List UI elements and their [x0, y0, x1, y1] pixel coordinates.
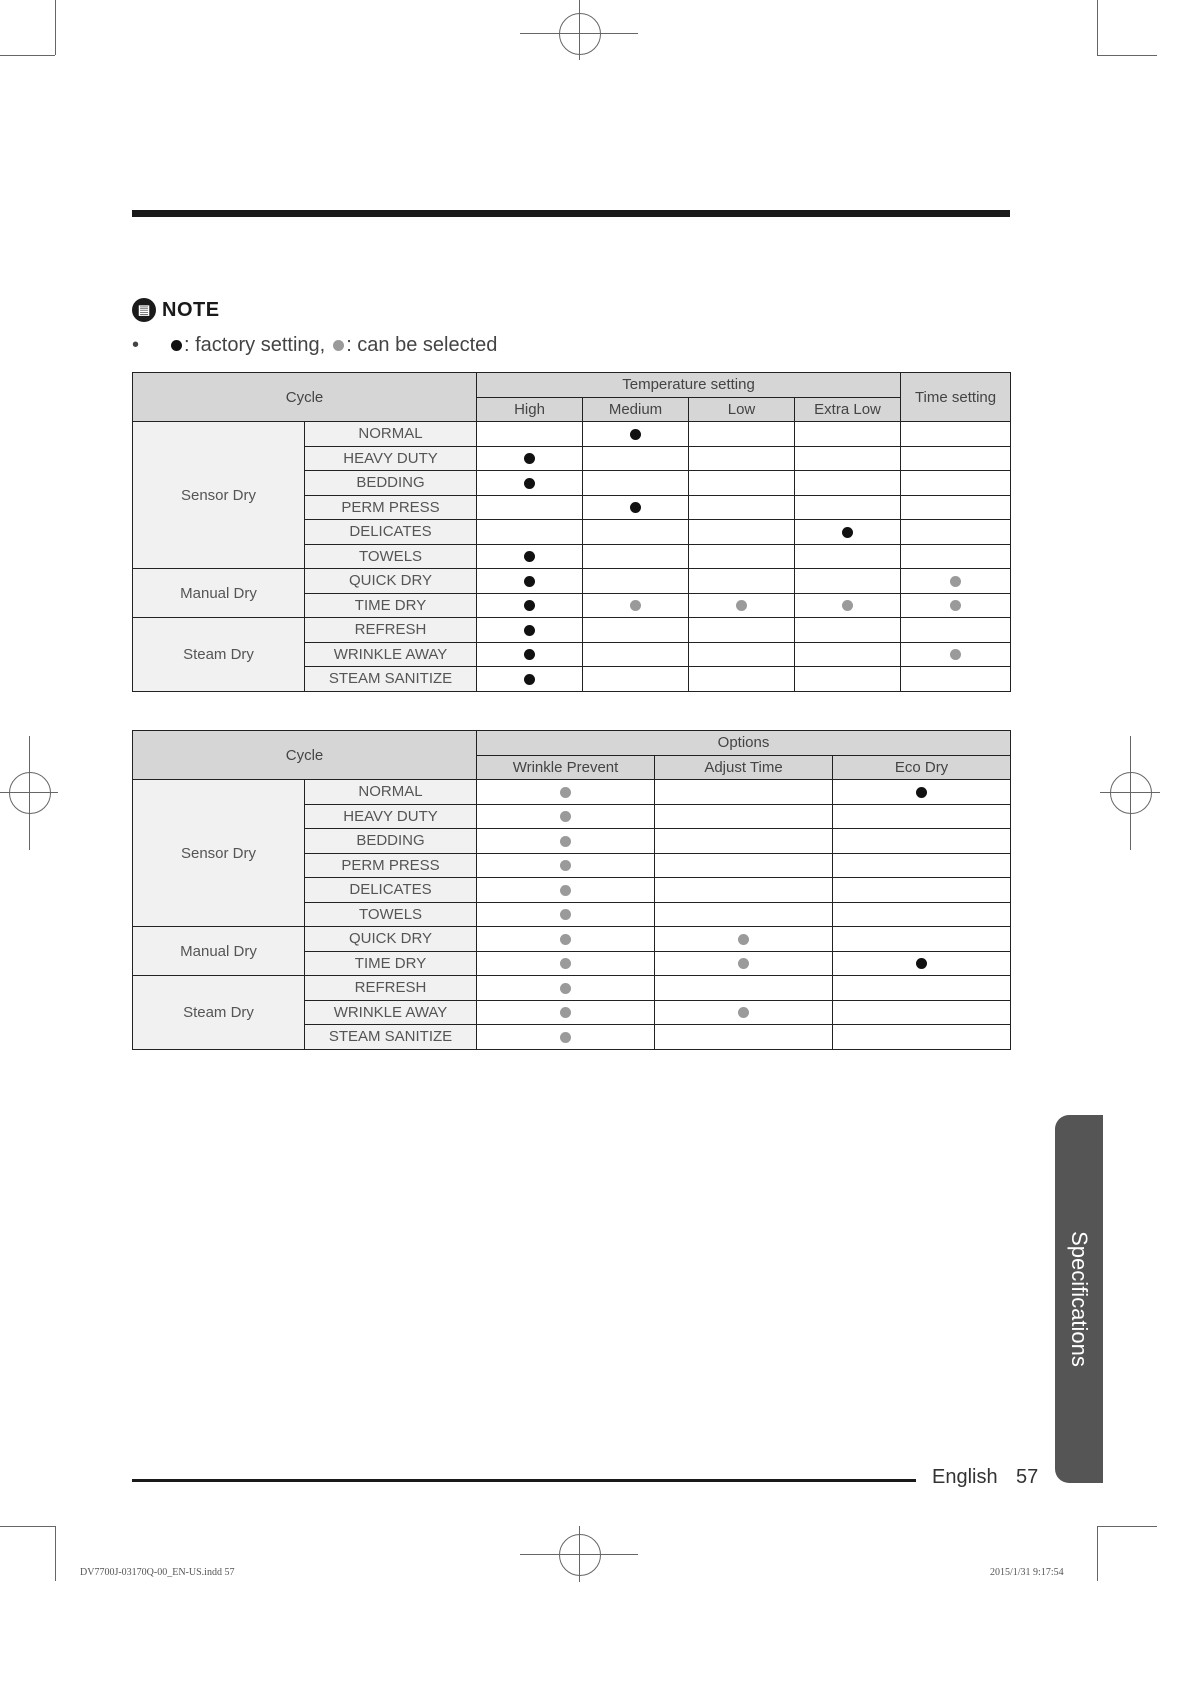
cycle-quick-dry: QUICK DRY [305, 569, 477, 594]
selectable-dot-icon [842, 600, 853, 611]
cycle-heavy-duty: HEAVY DUTY [305, 446, 477, 471]
cycle-time-dry: TIME DRY [305, 593, 477, 618]
cycle-perm-press: PERM PRESS [305, 495, 477, 520]
section-side-tab [1055, 1115, 1103, 1483]
cycle-towels: TOWELS [305, 544, 477, 569]
selectable-dot-icon [950, 600, 961, 611]
registration-circle [559, 1534, 601, 1576]
factory-setting-dot-icon [524, 576, 535, 587]
group-steam-dry: Steam Dry [133, 976, 305, 1050]
selectable-dot-icon [560, 958, 571, 969]
header-medium: Medium [583, 397, 689, 422]
cycle-wrinkle-away: WRINKLE AWAY [305, 642, 477, 667]
cycle-perm-press: PERM PRESS [305, 853, 477, 878]
header-cycle: Cycle [133, 731, 477, 780]
crop-mark [0, 55, 55, 56]
header-temperature-setting: Temperature setting [477, 373, 901, 398]
header-options: Options [477, 731, 1011, 756]
options-table [132, 730, 1011, 1050]
note-title: NOTE [162, 298, 220, 321]
crop-mark [1097, 1526, 1157, 1527]
factory-setting-dot-icon [524, 478, 535, 489]
table-row [133, 927, 1011, 952]
note-legend [132, 334, 497, 357]
table-row [133, 780, 1011, 805]
cycle-refresh: REFRESH [305, 976, 477, 1001]
selectable-dot-icon [333, 340, 344, 351]
factory-setting-dot-icon [916, 958, 927, 969]
cycle-steam-sanitize: STEAM SANITIZE [305, 1025, 477, 1050]
selectable-dot-icon [560, 836, 571, 847]
factory-setting-dot-icon [524, 674, 535, 685]
header-high: High [477, 397, 583, 422]
selectable-dot-icon [560, 1032, 571, 1043]
crop-mark [1097, 1526, 1098, 1581]
cycle-time-dry: TIME DRY [305, 951, 477, 976]
group-steam-dry: Steam Dry [133, 618, 305, 692]
selectable-dot-icon [560, 934, 571, 945]
factory-setting-dot-icon [171, 340, 182, 351]
header-rule [132, 210, 1010, 217]
cycle-bedding: BEDDING [305, 471, 477, 496]
temperature-time-table [132, 372, 1011, 692]
crop-mark [0, 1526, 55, 1527]
table-row [133, 976, 1011, 1001]
legend-factory-text: : factory setting, [184, 334, 326, 356]
factory-setting-dot-icon [524, 625, 535, 636]
note-icon: ▤ [132, 298, 156, 322]
header-cycle: Cycle [133, 373, 477, 422]
side-tab-label: Specifications [1067, 1231, 1092, 1367]
header-eco-dry: Eco Dry [833, 755, 1011, 780]
page-number: 57 [1016, 1466, 1039, 1488]
group-manual-dry: Manual Dry [133, 569, 305, 618]
factory-setting-dot-icon [524, 649, 535, 660]
cycle-towels: TOWELS [305, 902, 477, 927]
selectable-dot-icon [738, 1007, 749, 1018]
legend-selectable-text: : can be selected [346, 334, 498, 356]
group-sensor-dry: Sensor Dry [133, 422, 305, 569]
crop-mark [1097, 55, 1157, 56]
registration-circle [559, 13, 601, 55]
crop-mark [1097, 0, 1098, 55]
selectable-dot-icon [630, 600, 641, 611]
registration-circle [1110, 772, 1152, 814]
factory-setting-dot-icon [842, 527, 853, 538]
header-extra-low: Extra Low [795, 397, 901, 422]
selectable-dot-icon [560, 1007, 571, 1018]
factory-setting-dot-icon [916, 787, 927, 798]
selectable-dot-icon [738, 934, 749, 945]
cycle-normal: NORMAL [305, 780, 477, 805]
selectable-dot-icon [560, 811, 571, 822]
print-timestamp: 2015/1/31 9:17:54 [990, 1567, 1064, 1578]
crop-mark [55, 0, 56, 55]
cycle-normal: NORMAL [305, 422, 477, 447]
table-row [133, 618, 1011, 643]
cycle-refresh: REFRESH [305, 618, 477, 643]
factory-setting-dot-icon [524, 453, 535, 464]
selectable-dot-icon [560, 885, 571, 896]
cycle-delicates: DELICATES [305, 878, 477, 903]
registration-circle [9, 772, 51, 814]
footer-rule [132, 1479, 916, 1482]
header-time-setting: Time setting [901, 373, 1011, 422]
cycle-steam-sanitize: STEAM SANITIZE [305, 667, 477, 692]
note-heading [132, 298, 220, 322]
cycle-quick-dry: QUICK DRY [305, 927, 477, 952]
selectable-dot-icon [950, 649, 961, 660]
selectable-dot-icon [560, 909, 571, 920]
table-row [133, 422, 1011, 447]
cycle-wrinkle-away: WRINKLE AWAY [305, 1000, 477, 1025]
selectable-dot-icon [560, 983, 571, 994]
factory-setting-dot-icon [524, 551, 535, 562]
selectable-dot-icon [560, 787, 571, 798]
table-row [133, 569, 1011, 594]
cycle-delicates: DELICATES [305, 520, 477, 545]
factory-setting-dot-icon [524, 600, 535, 611]
cycle-bedding: BEDDING [305, 829, 477, 854]
selectable-dot-icon [560, 860, 571, 871]
print-file-info: DV7700J-03170Q-00_EN-US.indd 57 [80, 1567, 235, 1578]
footer-language: English [932, 1466, 998, 1488]
group-sensor-dry: Sensor Dry [133, 780, 305, 927]
header-adjust-time: Adjust Time [655, 755, 833, 780]
header-low: Low [689, 397, 795, 422]
selectable-dot-icon [950, 576, 961, 587]
factory-setting-dot-icon [630, 502, 641, 513]
group-manual-dry: Manual Dry [133, 927, 305, 976]
factory-setting-dot-icon [630, 429, 641, 440]
cycle-heavy-duty: HEAVY DUTY [305, 804, 477, 829]
selectable-dot-icon [736, 600, 747, 611]
header-wrinkle-prevent: Wrinkle Prevent [477, 755, 655, 780]
selectable-dot-icon [738, 958, 749, 969]
crop-mark [55, 1526, 56, 1581]
bullet: • [132, 334, 140, 356]
